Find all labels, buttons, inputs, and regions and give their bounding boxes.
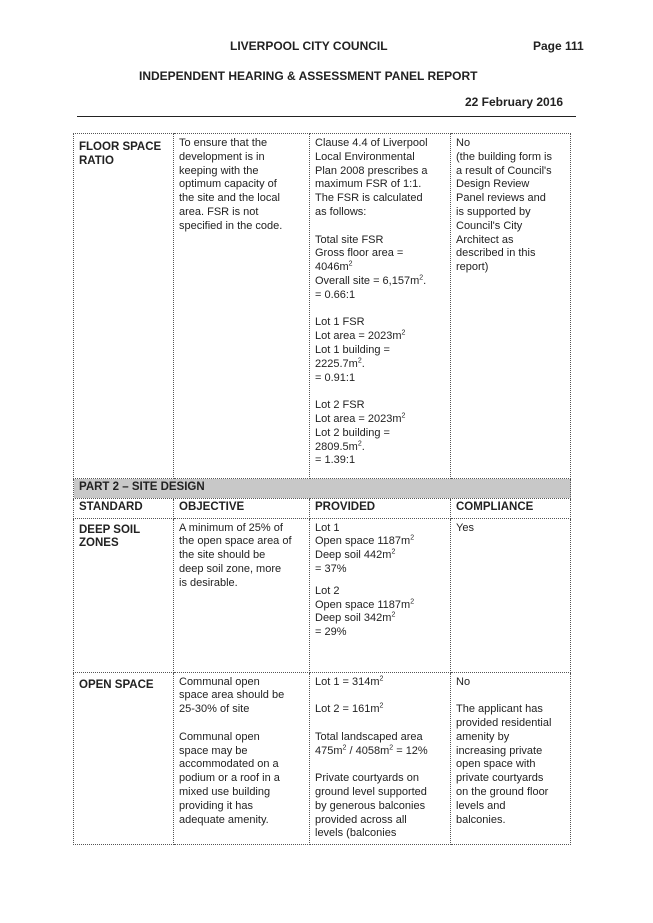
table-row-open-space: [74, 672, 571, 845]
text-line: amenity by: [456, 730, 510, 743]
text-line: Open space $1187m^2$: [315, 597, 415, 611]
text-line: The applicant has: [456, 703, 543, 716]
text-line: Deep soil $442m^2$: [315, 548, 396, 562]
compliance-cell: [451, 134, 571, 479]
report-date: 22 February 2016: [465, 95, 564, 109]
table-row-fsr: [74, 134, 571, 479]
text-line: (the building form is: [456, 150, 552, 163]
header-rule: [77, 116, 576, 117]
text-line: Panel reviews and: [456, 192, 546, 205]
compliance-cell: [451, 672, 571, 845]
text-line: Lot 1 building =: [315, 343, 390, 356]
text-line: A minimum of 25% of: [179, 521, 283, 534]
text-line: No: [456, 675, 471, 688]
text-line: $475m^2 / 4058m^2 = 12\%$: [315, 743, 428, 757]
text-line: deep soil zone, more: [179, 562, 282, 575]
text-line: Yes: [456, 521, 474, 534]
text-line: by generous balconies: [315, 799, 426, 812]
compliance-cell: [451, 518, 571, 672]
text-line: No: [456, 137, 471, 149]
standard-label: ZONES: [79, 537, 119, 550]
text-line: is supported by: [456, 205, 531, 218]
column-header-objective: OBJECTIVE: [174, 498, 310, 518]
text-line: 25-30% of site: [179, 703, 250, 716]
text-line: Plan 2008 prescribes a: [315, 164, 428, 177]
text-line: Overall site = $6,157m^2$.: [315, 274, 427, 287]
text-line: Design Review: [456, 178, 530, 191]
text-line: maximum FSR of 1:1.: [315, 178, 422, 191]
text-line: = 1.39:1: [315, 454, 356, 467]
text-line: Lot 1: [315, 521, 340, 534]
text-line: accommodated on a: [179, 758, 279, 771]
text-line: the site should be: [179, 549, 266, 562]
section-title: PART 2 – SITE DESIGN: [74, 479, 571, 499]
text-line: provided residential: [456, 716, 552, 729]
text-line: Lot 2: [315, 584, 340, 597]
objective-cell: [174, 672, 310, 845]
text-line: adequate amenity.: [179, 813, 269, 826]
text-line: private courtyards: [456, 772, 544, 785]
text-line: providing it has: [179, 799, 253, 812]
text-line: described in this: [456, 247, 536, 260]
objective-cell: [174, 518, 310, 672]
text-line: is desirable.: [179, 576, 238, 589]
text-line: Council's City: [456, 219, 523, 232]
text-line: Lot 2 FSR: [315, 399, 365, 412]
text-line: on the ground floor: [456, 785, 549, 798]
text-line: Communal open: [179, 730, 260, 743]
text-line: Lot $1 = 314m^2$: [315, 674, 384, 688]
text-line: = 29%: [315, 626, 347, 639]
text-line: Local Environmental: [315, 150, 415, 163]
text-line: podium or a roof in a: [179, 772, 280, 785]
column-header-standard: STANDARD: [74, 498, 174, 518]
text-line: optimum capacity of: [179, 178, 277, 191]
text-line: Total landscaped area: [315, 730, 423, 743]
assessment-table: [73, 133, 571, 845]
text-line: levels (balconies: [315, 827, 397, 840]
column-header-compliance: COMPLIANCE: [451, 498, 571, 518]
text-line: = 0.91:1: [315, 371, 356, 384]
text-line: Architect as: [456, 233, 514, 246]
text-line: space area should be: [179, 689, 285, 702]
text-line: development is in: [179, 150, 265, 163]
text-line: Lot 1 FSR: [315, 316, 365, 329]
provided-cell: [310, 672, 451, 845]
text-line: Total site FSR: [315, 233, 384, 246]
text-line: Deep soil $342m^2$: [315, 611, 396, 625]
text-line: specified in the code.: [179, 219, 283, 232]
provided-cell: [310, 134, 451, 479]
text-line: increasing private: [456, 744, 543, 757]
table-row-deep-soil: [74, 518, 571, 672]
text-line: The FSR is calculated: [315, 192, 423, 205]
column-header-row: [74, 498, 571, 518]
text-line: balconies.: [456, 813, 506, 826]
text-line: = 37%: [315, 562, 347, 575]
report-title: INDEPENDENT HEARING & ASSESSMENT PANEL REPORT: [139, 69, 478, 83]
text-line: area. FSR is not: [179, 205, 259, 218]
text-line: = 0.66:1: [315, 288, 356, 301]
text-line: Lot area = $2023m^2$: [315, 412, 406, 425]
text-line: $2225.7m^2$.: [315, 357, 365, 370]
text-line: mixed use building: [179, 785, 271, 798]
text-line: a result of Council's: [456, 164, 552, 177]
text-line: Clause 4.4 of Liverpool: [315, 137, 428, 149]
standard-cell: [74, 672, 174, 845]
standard-label: FLOOR SPACE: [79, 141, 162, 153]
text-line: open space with: [456, 758, 536, 771]
text-line: levels and: [456, 799, 506, 812]
standard-cell: [74, 518, 174, 672]
standard-label: DEEP SOIL: [79, 523, 141, 536]
council-name: LIVERPOOL CITY COUNCIL: [230, 39, 388, 53]
text-line: Gross floor area =: [315, 247, 404, 260]
column-header-provided: PROVIDED: [310, 498, 451, 518]
section-header-row: [74, 479, 571, 499]
text-line: $4046m^2$: [315, 260, 353, 274]
standard-cell: [74, 134, 174, 479]
text-line: report): [456, 261, 489, 274]
text-line: Communal open: [179, 675, 260, 688]
text-line: Private courtyards on: [315, 772, 419, 785]
text-line: the open space area of: [179, 535, 292, 548]
text-line: provided across all: [315, 813, 407, 826]
text-line: Lot $2 = 161m^2$: [315, 702, 384, 716]
standard-label: RATIO: [79, 154, 114, 167]
text-line: Lot 2 building =: [315, 426, 390, 439]
provided-cell: [310, 518, 451, 672]
text-line: the site and the local: [179, 192, 280, 205]
text-line: ground level supported: [315, 785, 427, 798]
text-line: as follows:: [315, 205, 367, 218]
text-line: $2809.5m^2$.: [315, 439, 365, 453]
text-line: To ensure that the: [179, 137, 268, 149]
objective-cell: [174, 134, 310, 479]
page-number: Page 111: [533, 39, 584, 53]
standard-label: OPEN SPACE: [79, 678, 154, 691]
text-line: keeping with the: [179, 164, 259, 177]
text-line: Open space $1187m^2$: [315, 534, 415, 548]
text-line: Lot area = $2023m^2$: [315, 329, 406, 343]
text-line: space may be: [179, 744, 248, 757]
